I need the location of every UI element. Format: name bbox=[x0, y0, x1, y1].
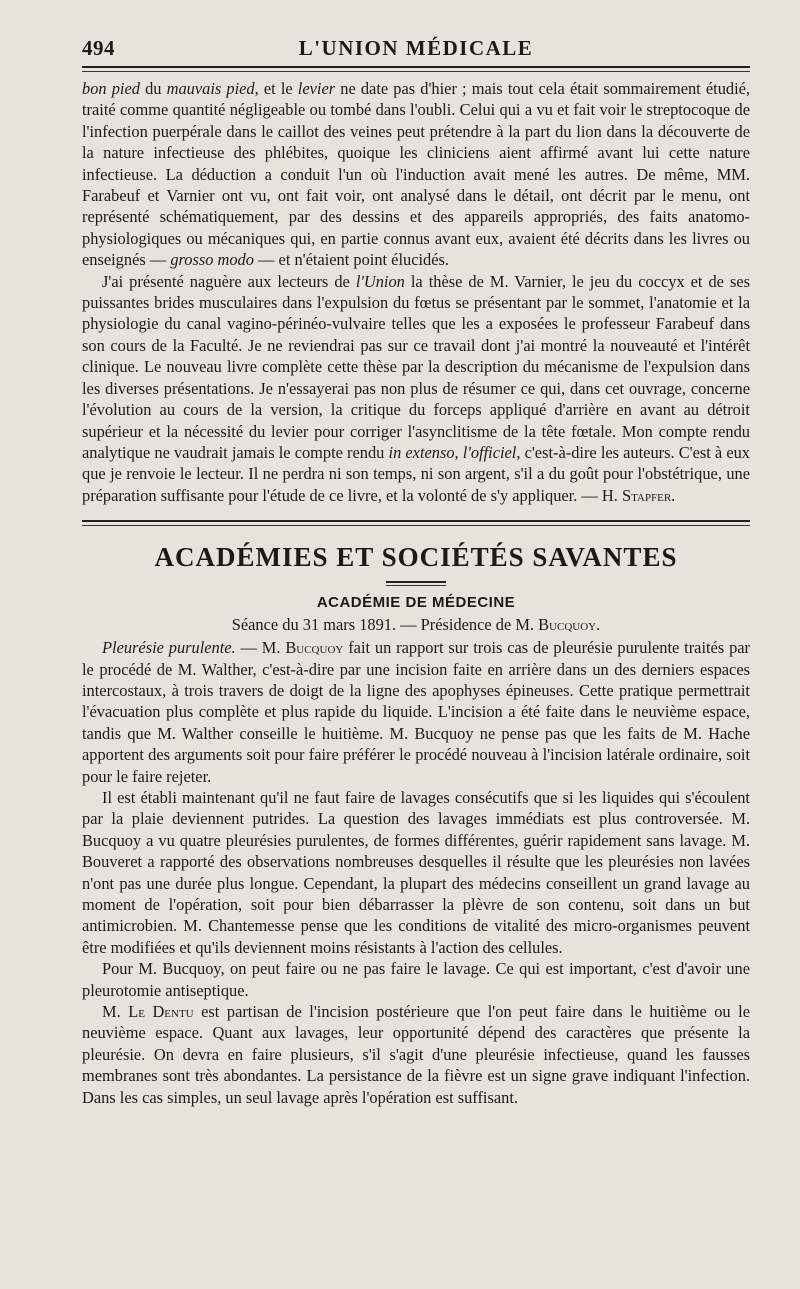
text-run: . bbox=[671, 485, 676, 505]
minutes-paragraph-1 bbox=[82, 637, 750, 787]
text-run: la thèse de M. Varnier, le jeu du coccyx et de ses puissantes brides musculaires dans l'expulsion du fœtus se présentant par le sommet, l'anatomie et la physiologie du canal vagino-périnéo-vulvaire telles que les a exposées le professeur Farabeuf dans son cours de la Faculté. Je ne reviendrai pas sur ce travail dont j'ai montré la nouveauté et l'intérêt clinique. Le nouveau livre complète cette thèse par la description du mécanisme de l'expulsion dans les diverses présentations. Je n'essayerai pas non plus de résumer ce qui, dans cet ouvrage, concerne l'évolution au cours de la version, la critique du forceps appliqué d'arrière en avant au détroit supérieur et la nécessité du levier pour corriger l'asynclitisme de la tête fœtale. Mon compte rendu analytique ne vaudrait jamais le compte rendu bbox=[82, 271, 751, 462]
speaker-name: Bucquoy bbox=[285, 638, 344, 658]
minutes-paragraph-2: Il est établi maintenant qu'il ne faut faire de lavages consécutifs que si les liquides qui s'écoulent par la plaie deviennent putrides. La question des lavages immédiats est plus controversée. M. Bucquoy a vu quatre pleurésies purulentes, de formes différentes, guérir rapidement sans lavage. M. Bouveret a rapporté des observations nombreuses desquelles il résulte que les pleurésies non lavées n'ont pas une durée plus longue. Cependant, la plupart des médecins conseillent un grand lavage au moment de l'opération, soit pour bien débarrasser la plèvre de son contenu, soit dans un but antimicrobien. M. Chantemesse pense que les conditions de vitalité des micro-organismes peuvent être modifiées et qu'ils deviennent moins résistants à l'action des cellules. bbox=[82, 787, 750, 957]
review-paragraph-1 bbox=[82, 78, 750, 271]
text-run: , c'est-à-dire les auteurs. C'est à eux que je renvoie le lecteur. Il ne perdra ni son temps, ni son argent, s'il a du goût pour l'obstétrique, une préparation suffisante pour l'étude de ce livre, et la volonté de s'y appliquer. — H. bbox=[82, 442, 750, 505]
review-paragraph-2 bbox=[82, 271, 750, 506]
topic-heading: Pleurésie purulente. bbox=[102, 638, 236, 658]
book-review bbox=[82, 78, 750, 506]
president-name: Bucquoy bbox=[538, 615, 597, 635]
text-run: , et le bbox=[254, 79, 298, 98]
italic-term: l'officiel bbox=[462, 442, 517, 462]
italic-term: in extenso bbox=[388, 442, 455, 462]
text-run: fait un rapport sur trois cas de pleurésie purulente traités par le procédé de M. Walther, c'est-à-dire par une incision faite en arrière dans un des derniers espaces intercostaux, à trois travers de doigt de la ligne des apophyses épineuses. Cette pratique permettrait l'évacuation plus complète et plus rapide du liquide. L'incision a été faite dans le neuvième espace, tandis que M. Walther conseille le huitième. M. Bucquoy ne pense pas que les faits de M. Hache apportent des arguments soit pour faire préférer le procédé nouveau à l'incision latérale ordinaire, soit pour le faire rejeter. bbox=[82, 638, 750, 786]
text-run: J'ai présenté naguère aux lecteurs de bbox=[102, 271, 356, 291]
text-run: , bbox=[454, 442, 463, 462]
title-rule bbox=[386, 581, 446, 583]
title-rule-thin bbox=[386, 585, 446, 586]
text-run: M. bbox=[102, 1002, 129, 1022]
header-rule bbox=[82, 71, 750, 72]
text-run: . bbox=[596, 615, 601, 635]
subsection-title: ACADÉMIE DE MÉDECINE bbox=[316, 594, 516, 612]
italic-term: grosso modo bbox=[170, 250, 254, 270]
minutes-paragraph-4 bbox=[82, 1001, 750, 1108]
meeting-minutes bbox=[82, 637, 750, 1108]
session-heading bbox=[82, 615, 750, 635]
italic-term: mauvais pied bbox=[166, 79, 255, 98]
running-head bbox=[82, 30, 750, 68]
page-number: 494 bbox=[82, 36, 115, 60]
minutes-paragraph-3: Pour M. Bucquoy, on peut faire ou ne pas faire le lavage. Ce qui est important, c'est d'avoir une pleurotomie antiseptique. bbox=[82, 959, 750, 1000]
italic-term: levier bbox=[297, 79, 336, 98]
section-divider-thin bbox=[82, 525, 750, 526]
journal-title: L'UNION MÉDICALE bbox=[298, 36, 534, 60]
text-run: ne date pas d'hier ; mais tout cela était sommairement étudié, traité comme quantité négligeable ou tombé dans l'oubli. Celui qui a vu et fait voir le streptocoque de l'infection puerpérale dans le caillot des veines peut prétendre à la part du lion dans la découverte de la nature infectieuse des phlébites, quoique les cliniciens aient affirmé avant lui cette nature infectieuse. La déduction a conduit l'un où l'induction avait mené les autres. De même, MM. Farabeuf et Varnier ont vu, ont fait voir, ont analysé dans le détail, ont décrit par le menu, ont représenté schématiquement, par des dessins et des appareils appropriés, des faits anatomo-physiologiques ou mécaniques qui, en partie connus avant eux, avaient été décrits dans les livres ou enseignés — bbox=[82, 79, 751, 270]
text-run: du bbox=[139, 79, 167, 98]
author-signature: Stapfer bbox=[621, 485, 672, 505]
section-title: ACADÉMIES ET SOCIÉTÉS SAVANTES bbox=[154, 542, 678, 573]
italic-term: l'Union bbox=[355, 271, 405, 291]
speaker-name: Le Dentu bbox=[128, 1002, 194, 1022]
text-run: — et n'étaient point élucidés. bbox=[253, 250, 449, 270]
text-run: est partisan de l'incision postérieure que l'on peut faire dans le huitième ou le neuvième espace. Quant aux lavages, leur opportunité dépend des caractères que présente la pleurésie. On devra en faire plusieurs, s'il s'agit d'une pleurésie infectieuse, quand les fausses membranes sont très abondantes. La persistance de la fièvre est un signe grave indiquant l'infection. Dans les cas simples, un seul lavage après l'opération est suffisant. bbox=[82, 1002, 750, 1107]
text-run: Séance du 31 mars 1891. — Présidence de M. bbox=[231, 615, 539, 635]
italic-term: bon pied bbox=[82, 79, 140, 98]
text-run: — M. bbox=[235, 638, 286, 658]
section-divider bbox=[82, 520, 750, 522]
